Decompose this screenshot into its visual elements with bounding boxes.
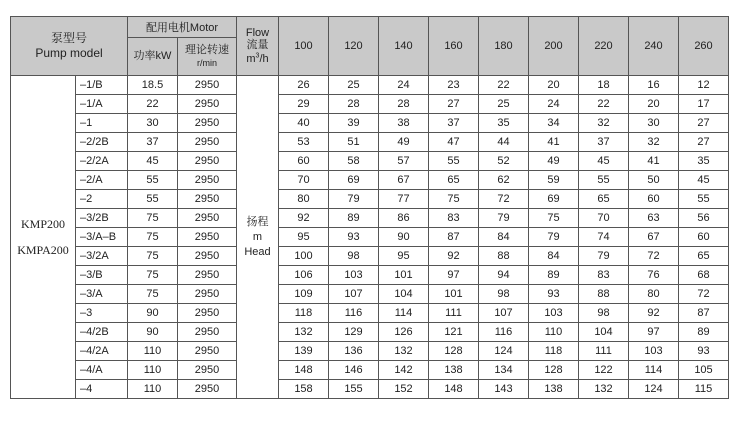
head-value-cell: 65	[679, 247, 729, 266]
head-value-cell: 138	[529, 380, 579, 399]
table-row	[11, 190, 729, 209]
head-value-cell: 57	[379, 152, 429, 171]
table-row	[11, 152, 729, 171]
flow-value-header: 140	[379, 17, 429, 76]
head-value-cell: 28	[379, 95, 429, 114]
pump-model-en: Pump model	[35, 46, 103, 60]
head-value-cell: 38	[379, 114, 429, 133]
head-value-cell: 83	[579, 266, 629, 285]
head-value-cell: 39	[329, 114, 379, 133]
model-cell: –1/A	[76, 95, 128, 114]
head-value-cell: 158	[279, 380, 329, 399]
head-value-cell: 76	[629, 266, 679, 285]
head-value-cell: 25	[479, 95, 529, 114]
head-value-cell: 116	[329, 304, 379, 323]
head-value-cell: 44	[479, 133, 529, 152]
head-value-cell: 20	[629, 95, 679, 114]
head-value-cell: 79	[329, 190, 379, 209]
power-cell: 75	[128, 228, 178, 247]
power-cell: 75	[128, 247, 178, 266]
head-value-cell: 72	[679, 285, 729, 304]
head-value-cell: 79	[529, 228, 579, 247]
head-value-cell: 92	[629, 304, 679, 323]
head-value-cell: 59	[529, 171, 579, 190]
table-header	[11, 17, 729, 76]
head-value-cell: 107	[329, 285, 379, 304]
flow-unit-exp: 3	[255, 52, 260, 60]
head-value-cell: 100	[279, 247, 329, 266]
head-value-cell: 132	[379, 342, 429, 361]
head-value-cell: 79	[479, 209, 529, 228]
model-cell: –3/B	[76, 266, 128, 285]
speed-cell: 2950	[178, 152, 237, 171]
head-value-cell: 50	[629, 171, 679, 190]
power-cell: 110	[128, 342, 178, 361]
flow-value-header: 160	[429, 17, 479, 76]
head-value-cell: 68	[679, 266, 729, 285]
power-cell: 55	[128, 190, 178, 209]
speed-cell: 2950	[178, 361, 237, 380]
flow-value-header: 180	[479, 17, 529, 76]
head-value-cell: 29	[279, 95, 329, 114]
head-value-cell: 101	[379, 266, 429, 285]
head-value-cell: 111	[579, 342, 629, 361]
head-value-cell: 143	[479, 380, 529, 399]
head-value-cell: 115	[679, 380, 729, 399]
flow-value-header: 100	[279, 17, 329, 76]
speed-unit: r/min	[197, 57, 217, 68]
head-value-cell: 118	[529, 342, 579, 361]
head-value-cell: 63	[629, 209, 679, 228]
head-value-cell: 28	[329, 95, 379, 114]
head-value-cell: 26	[279, 76, 329, 95]
head-value-cell: 155	[329, 380, 379, 399]
head-value-cell: 41	[529, 133, 579, 152]
flow-unit	[246, 53, 268, 65]
flow-value-header: 260	[679, 17, 729, 76]
speed-cn: 理论转速	[185, 43, 229, 56]
power-header: 功率kW	[128, 38, 178, 76]
head-value-cell: 52	[479, 152, 529, 171]
power-cell: 110	[128, 361, 178, 380]
head-value-cell: 80	[279, 190, 329, 209]
head-value-cell: 148	[279, 361, 329, 380]
power-cell: 110	[128, 380, 178, 399]
head-value-cell: 132	[579, 380, 629, 399]
head-label-unit: m	[252, 230, 263, 243]
model-cell: –2/2B	[76, 133, 128, 152]
head-value-cell: 65	[429, 171, 479, 190]
head-value-cell: 56	[679, 209, 729, 228]
model-cell: –2/2A	[76, 152, 128, 171]
speed-cell: 2950	[178, 114, 237, 133]
table-row	[11, 76, 729, 95]
head-value-cell: 98	[479, 285, 529, 304]
head-value-cell: 51	[329, 133, 379, 152]
head-value-cell: 79	[579, 247, 629, 266]
head-value-cell: 62	[479, 171, 529, 190]
head-value-cell: 27	[679, 114, 729, 133]
head-value-cell: 27	[429, 95, 479, 114]
head-value-cell: 23	[429, 76, 479, 95]
model-cell: –3/2B	[76, 209, 128, 228]
head-value-cell: 17	[679, 95, 729, 114]
head-value-cell: 124	[479, 342, 529, 361]
pump-model-header	[11, 17, 128, 76]
head-value-cell: 40	[279, 114, 329, 133]
head-value-cell: 55	[579, 171, 629, 190]
head-value-cell: 84	[479, 228, 529, 247]
head-value-cell: 75	[429, 190, 479, 209]
head-value-cell: 104	[579, 323, 629, 342]
flow-value-header: 240	[629, 17, 679, 76]
model-cell: –2/A	[76, 171, 128, 190]
power-cell: 55	[128, 171, 178, 190]
head-value-cell: 35	[679, 152, 729, 171]
head-value-cell: 12	[679, 76, 729, 95]
head-value-cell: 92	[279, 209, 329, 228]
head-value-cell: 106	[279, 266, 329, 285]
head-value-cell: 93	[329, 228, 379, 247]
speed-cell: 2950	[178, 228, 237, 247]
head-value-cell: 53	[279, 133, 329, 152]
power-cell: 75	[128, 209, 178, 228]
head-label-cell	[237, 76, 279, 399]
flow-value-header: 200	[529, 17, 579, 76]
table-row	[11, 114, 729, 133]
head-value-cell: 25	[329, 76, 379, 95]
model-cell: –3	[76, 304, 128, 323]
head-value-cell: 126	[379, 323, 429, 342]
table-row	[11, 380, 729, 399]
head-value-cell: 89	[329, 209, 379, 228]
table-row	[11, 285, 729, 304]
table-row	[11, 361, 729, 380]
head-value-cell: 95	[279, 228, 329, 247]
head-value-cell: 65	[579, 190, 629, 209]
head-value-cell: 97	[429, 266, 479, 285]
head-value-cell: 95	[379, 247, 429, 266]
head-value-cell: 111	[429, 304, 479, 323]
head-value-cell: 114	[629, 361, 679, 380]
head-value-cell: 87	[679, 304, 729, 323]
flow-header	[237, 17, 279, 76]
speed-cell: 2950	[178, 304, 237, 323]
head-label-en: Head	[244, 245, 271, 258]
table-row	[11, 342, 729, 361]
head-value-cell: 98	[579, 304, 629, 323]
head-value-cell: 98	[329, 247, 379, 266]
head-value-cell: 129	[329, 323, 379, 342]
head-value-cell: 67	[629, 228, 679, 247]
model-cell: –4/A	[76, 361, 128, 380]
table-row	[11, 247, 729, 266]
head-value-cell: 58	[329, 152, 379, 171]
head-value-cell: 60	[279, 152, 329, 171]
head-value-cell: 45	[579, 152, 629, 171]
head-value-cell: 124	[629, 380, 679, 399]
head-value-cell: 103	[329, 266, 379, 285]
head-value-cell: 60	[679, 228, 729, 247]
head-value-cell: 93	[529, 285, 579, 304]
power-cell: 90	[128, 323, 178, 342]
head-value-cell: 45	[679, 171, 729, 190]
head-value-cell: 69	[529, 190, 579, 209]
head-value-cell: 41	[629, 152, 679, 171]
model-cell: –3/A	[76, 285, 128, 304]
table-row	[11, 95, 729, 114]
head-value-cell: 134	[479, 361, 529, 380]
head-value-cell: 16	[629, 76, 679, 95]
speed-cell: 2950	[178, 342, 237, 361]
power-cell: 75	[128, 266, 178, 285]
speed-cell: 2950	[178, 247, 237, 266]
head-value-cell: 122	[579, 361, 629, 380]
model-cell: –1	[76, 114, 128, 133]
head-value-cell: 75	[529, 209, 579, 228]
head-value-cell: 49	[529, 152, 579, 171]
head-value-cell: 37	[579, 133, 629, 152]
table-row	[11, 228, 729, 247]
head-value-cell: 142	[379, 361, 429, 380]
power-cell: 45	[128, 152, 178, 171]
pump-model-cn: 泵型号	[50, 31, 87, 45]
motor-header: 配用电机Motor	[128, 17, 237, 38]
head-value-cell: 49	[379, 133, 429, 152]
head-value-cell: 80	[629, 285, 679, 304]
head-value-cell: 72	[629, 247, 679, 266]
model-cell: –4/2A	[76, 342, 128, 361]
head-value-cell: 86	[379, 209, 429, 228]
pump-performance-table	[10, 16, 729, 399]
head-value-cell: 138	[429, 361, 479, 380]
head-value-cell: 90	[379, 228, 429, 247]
head-value-cell: 89	[529, 266, 579, 285]
head-value-cell: 20	[529, 76, 579, 95]
head-label-cn: 扬程	[246, 215, 269, 228]
speed-header	[178, 38, 237, 76]
head-value-cell: 128	[429, 342, 479, 361]
head-value-cell: 97	[629, 323, 679, 342]
power-cell: 75	[128, 285, 178, 304]
head-value-cell: 74	[579, 228, 629, 247]
pump-family-line1: KMP200	[20, 217, 65, 231]
head-value-cell: 55	[429, 152, 479, 171]
head-value-cell: 55	[679, 190, 729, 209]
head-value-cell: 88	[479, 247, 529, 266]
head-value-cell: 70	[579, 209, 629, 228]
speed-cell: 2950	[178, 323, 237, 342]
head-value-cell: 67	[379, 171, 429, 190]
head-value-cell: 32	[579, 114, 629, 133]
head-value-cell: 83	[429, 209, 479, 228]
head-value-cell: 92	[429, 247, 479, 266]
head-value-cell: 60	[629, 190, 679, 209]
head-value-cell: 22	[579, 95, 629, 114]
head-value-cell: 27	[679, 133, 729, 152]
head-value-cell: 109	[279, 285, 329, 304]
head-value-cell: 32	[629, 133, 679, 152]
table-row	[11, 171, 729, 190]
head-value-cell: 84	[529, 247, 579, 266]
power-cell: 30	[128, 114, 178, 133]
table-body	[11, 76, 729, 399]
flow-value-header: 120	[329, 17, 379, 76]
head-value-cell: 139	[279, 342, 329, 361]
head-value-cell: 132	[279, 323, 329, 342]
flow-unit-base: m	[246, 53, 256, 66]
model-cell: –2	[76, 190, 128, 209]
speed-cell: 2950	[178, 266, 237, 285]
speed-cell: 2950	[178, 285, 237, 304]
model-cell: –1/B	[76, 76, 128, 95]
head-value-cell: 87	[429, 228, 479, 247]
pump-family-line2: KMPA200	[17, 243, 69, 257]
speed-cell: 2950	[178, 133, 237, 152]
head-value-cell: 103	[629, 342, 679, 361]
pump-family-cell	[11, 76, 76, 399]
table-row	[11, 304, 729, 323]
table-row	[11, 133, 729, 152]
table-row	[11, 323, 729, 342]
head-value-cell: 37	[429, 114, 479, 133]
flow-unit-rest: /h	[259, 53, 269, 66]
head-value-cell: 128	[529, 361, 579, 380]
head-value-cell: 30	[629, 114, 679, 133]
head-value-cell: 69	[329, 171, 379, 190]
head-value-cell: 136	[329, 342, 379, 361]
head-value-cell: 114	[379, 304, 429, 323]
speed-cell: 2950	[178, 190, 237, 209]
head-value-cell: 88	[579, 285, 629, 304]
table-row	[11, 209, 729, 228]
head-value-cell: 72	[479, 190, 529, 209]
flow-cn: 流量	[246, 38, 269, 51]
speed-cell: 2950	[178, 209, 237, 228]
spec-table-wrapper	[10, 16, 729, 399]
head-value-cell: 107	[479, 304, 529, 323]
head-value-cell: 121	[429, 323, 479, 342]
head-value-cell: 105	[679, 361, 729, 380]
head-value-cell: 104	[379, 285, 429, 304]
head-value-cell: 70	[279, 171, 329, 190]
head-value-cell: 22	[479, 76, 529, 95]
head-value-cell: 103	[529, 304, 579, 323]
head-value-cell: 24	[529, 95, 579, 114]
model-cell: –3/2A	[76, 247, 128, 266]
head-value-cell: 118	[279, 304, 329, 323]
head-value-cell: 47	[429, 133, 479, 152]
power-cell: 37	[128, 133, 178, 152]
power-cell: 22	[128, 95, 178, 114]
flow-value-header: 220	[579, 17, 629, 76]
head-value-cell: 152	[379, 380, 429, 399]
head-value-cell: 110	[529, 323, 579, 342]
head-value-cell: 89	[679, 323, 729, 342]
head-value-cell: 34	[529, 114, 579, 133]
model-cell: –3/A–B	[76, 228, 128, 247]
flow-en: Flow	[245, 26, 270, 39]
head-value-cell: 146	[329, 361, 379, 380]
head-value-cell: 18	[579, 76, 629, 95]
model-cell: –4	[76, 380, 128, 399]
table-row	[11, 266, 729, 285]
power-cell: 18.5	[128, 76, 178, 95]
head-value-cell: 116	[479, 323, 529, 342]
speed-cell: 2950	[178, 380, 237, 399]
head-value-cell: 77	[379, 190, 429, 209]
head-value-cell: 24	[379, 76, 429, 95]
head-value-cell: 101	[429, 285, 479, 304]
speed-cell: 2950	[178, 171, 237, 190]
power-cell: 90	[128, 304, 178, 323]
model-cell: –4/2B	[76, 323, 128, 342]
head-value-cell: 94	[479, 266, 529, 285]
speed-cell: 2950	[178, 95, 237, 114]
head-value-cell: 35	[479, 114, 529, 133]
head-value-cell: 148	[429, 380, 479, 399]
head-value-cell: 93	[679, 342, 729, 361]
speed-cell: 2950	[178, 76, 237, 95]
